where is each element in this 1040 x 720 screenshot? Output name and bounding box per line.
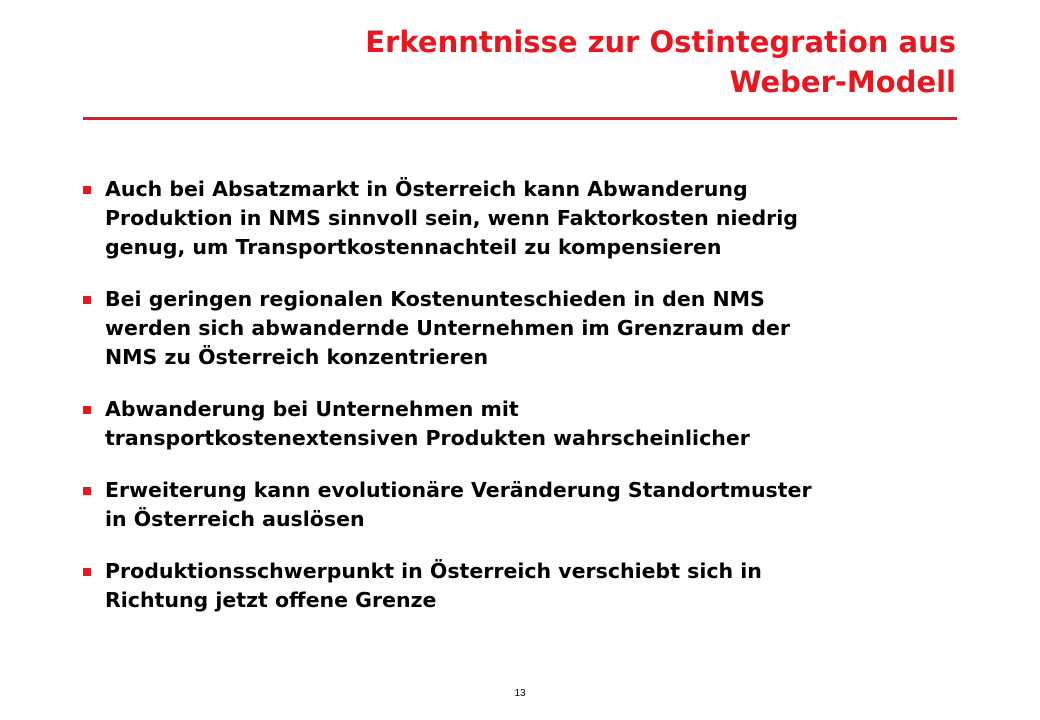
bullet-text [105, 175, 963, 262]
slide-title [196, 22, 956, 102]
bullet-text [105, 476, 963, 534]
bullet-line: Abwanderung bei Unternehmen mit [105, 397, 519, 421]
bullet-item [83, 557, 963, 615]
bullet-line: Auch bei Absatzmarkt in Österreich kann Abwanderung [105, 177, 748, 201]
slide-title-line: Erkenntnisse zur Ostintegration aus [365, 25, 956, 59]
page-number: 13 [514, 688, 526, 699]
square-bullet-icon [83, 406, 91, 414]
bullet-line: Produktion in NMS sinnvoll sein, wenn Faktorkosten niedrig [105, 206, 798, 230]
bullet-item [83, 395, 963, 453]
square-bullet-icon [83, 296, 91, 304]
bullet-line: Bei geringen regionalen Kostenunteschieden in den NMS [105, 287, 765, 311]
bullet-line: NMS zu Österreich konzentrieren [105, 345, 489, 369]
bullet-text [105, 395, 963, 453]
bullet-item [83, 175, 963, 262]
bullet-text [105, 285, 963, 372]
bullet-line: transportkostenextensiven Produkten wahrscheinlicher [105, 426, 750, 450]
square-bullet-icon [83, 186, 91, 194]
bullet-line: Erweiterung kann evolutionäre Veränderung Standortmuster [105, 478, 812, 502]
bullet-list [83, 175, 963, 638]
bullet-line: Produktionsschwerpunkt in Österreich verschiebt sich in [105, 559, 762, 583]
bullet-item [83, 476, 963, 534]
bullet-text [105, 557, 963, 615]
square-bullet-icon [83, 487, 91, 495]
bullet-line: werden sich abwandernde Unternehmen im Grenzraum der [105, 316, 790, 340]
slide-title-line: Weber-Modell [729, 65, 956, 99]
bullet-line: Richtung jetzt offene Grenze [105, 588, 437, 612]
square-bullet-icon [83, 568, 91, 576]
bullet-item [83, 285, 963, 372]
bullet-line: in Österreich auslösen [105, 507, 365, 531]
bullet-line: genug, um Transportkostennachteil zu kompensieren [105, 235, 722, 259]
title-divider [83, 117, 957, 120]
